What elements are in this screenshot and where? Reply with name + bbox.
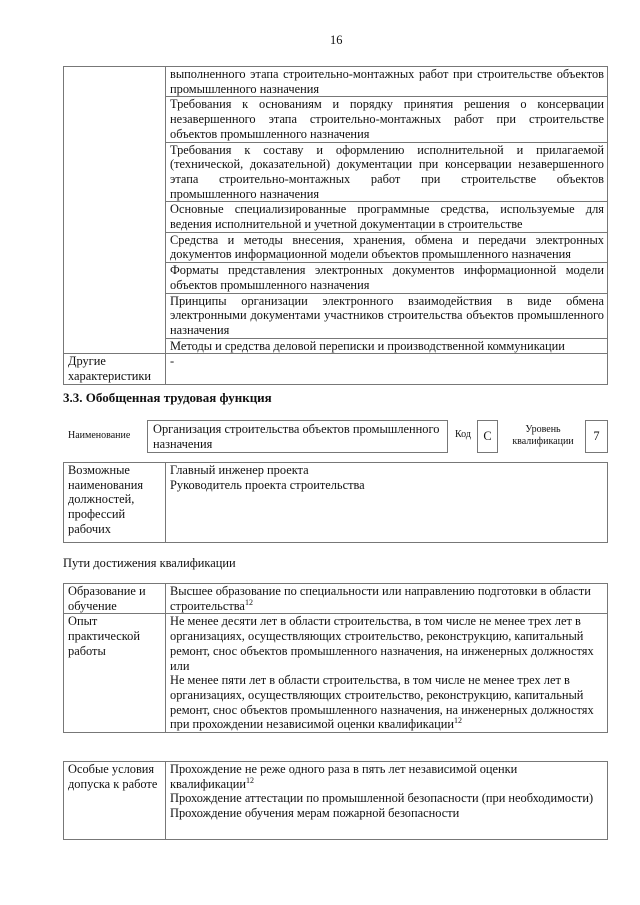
level-value: 7	[585, 420, 608, 453]
admission-cell	[166, 762, 608, 840]
experience-option-2: Не менее пяти лет в области строительства, в том числе не менее трех лет в организациях, осуществляющих строительство, реконструкцию, капитальный ремонт, снос объектов промышленного назначения, на инженерных должностях при прохождении независимой оценки квалификации	[170, 673, 594, 732]
admission-table	[63, 761, 608, 840]
paths-heading: Пути достижения квалификации	[63, 556, 236, 570]
knowledge-item: Требования к составу и оформлению исполнительной и прилагаемой (технической, доказательной) документации при консервации незавершенного этапа строительно-монтажных работ при строительстве объектов промышленного назначения	[166, 142, 608, 202]
admission-label: Особые условия допуска к работе	[64, 762, 166, 840]
footnote-ref[interactable]: 12	[454, 716, 463, 726]
experience-option-1: Не менее десяти лет в области строительства, в том числе не менее трех лет в организациях, осуществляющих строительство, реконструкцию, капитальный ремонт, снос объектов промышленного назначения, на инженерных должностях	[170, 614, 594, 658]
qualification-table	[63, 583, 608, 733]
knowledge-item: Принципы организации электронного взаимодействия в виде обмена электронными документами участников строительства объектов промышленного назначения	[166, 293, 608, 338]
experience-cell	[166, 614, 608, 733]
admission-item: Прохождение не реже одного раза в пять лет независимой оценки квалификации	[170, 762, 518, 791]
footnote-ref[interactable]: 12	[244, 597, 253, 607]
knowledge-item: выполненного этапа строительно-монтажных работ при строительстве объектов промышленного назначения	[166, 67, 608, 97]
experience-label: Опыт практической работы	[64, 614, 166, 733]
name-label: Наименование	[68, 430, 131, 441]
knowledge-item: Основные специализированные программные средства, используемые для ведения исполнительной и учетной документации в строительстве	[166, 202, 608, 232]
education-cell	[166, 584, 608, 614]
positions-label: Возможные наименования должностей, профессий рабочих	[64, 463, 166, 543]
admission-item: Прохождение обучения мерам пожарной безопасности	[170, 806, 460, 821]
knowledge-item: Форматы представления электронных документов информационной модели объектов промышленного назначения	[166, 263, 608, 293]
empty-label-cell	[64, 67, 166, 354]
knowledge-table	[63, 66, 608, 385]
education-value: Высшее образование по специальности или направлению подготовки в области строительства	[170, 584, 591, 613]
education-label: Образование и обучение	[64, 584, 166, 614]
level-label: Уровень квалификации	[512, 424, 574, 447]
footnote-ref[interactable]: 12	[246, 775, 255, 785]
other-value: -	[166, 354, 608, 384]
position-item: Главный инженер проекта	[170, 463, 309, 477]
position-item: Руководитель проекта строительства	[170, 477, 365, 492]
code-value: C	[477, 420, 498, 453]
name-value: Организация строительства объектов промышленного назначения	[147, 420, 448, 453]
section-heading: 3.3. Обобщенная трудовая функция	[63, 390, 272, 405]
other-label: Другие характеристики	[64, 354, 166, 384]
admission-item: Прохождение аттестации по промышленной безопасности (при необходимости)	[170, 791, 594, 806]
positions-table	[63, 462, 608, 543]
knowledge-item: Средства и методы внесения, хранения, обмена и передачи электронных документов информационной модели объектов промышленного назначения	[166, 232, 608, 262]
positions-values	[166, 463, 608, 543]
experience-or: или	[170, 658, 190, 673]
code-label: Код	[455, 429, 471, 440]
page-number: 16	[330, 33, 343, 47]
knowledge-item: Требования к основаниям и порядку принятия решения о консервации незавершенного этапа строительно-монтажных работ при строительстве объектов промышленного назначения	[166, 97, 608, 142]
knowledge-item: Методы и средства деловой переписки и производственной коммуникации	[166, 338, 608, 354]
